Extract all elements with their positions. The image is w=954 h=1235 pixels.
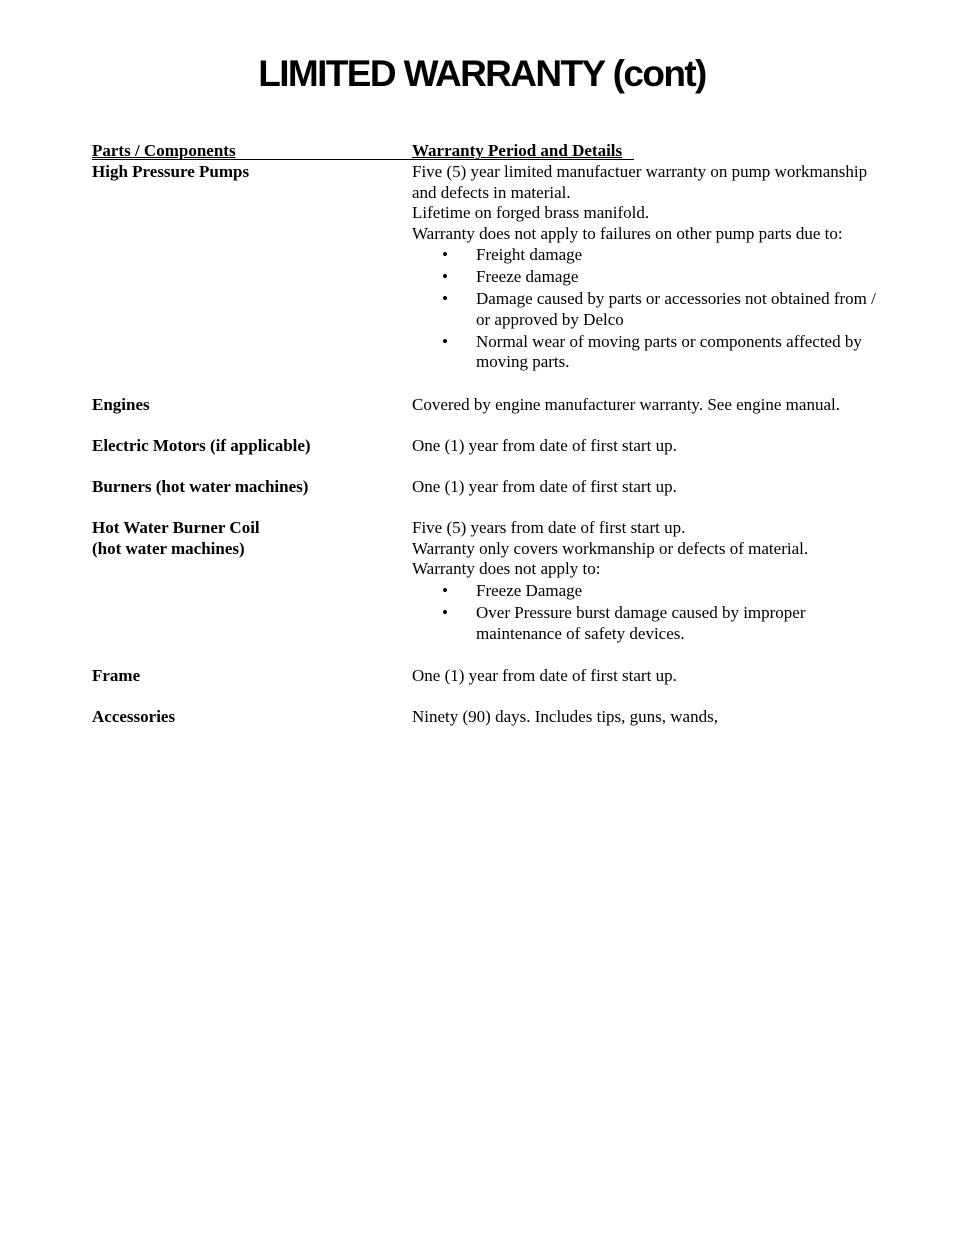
part-name-line: Hot Water Burner Coil [92,518,260,538]
exclusion-item [412,245,882,266]
detail-text: Warranty only covers workmanship or defects of material. [412,538,809,558]
page-title: LIMITED WARRANTY (cont) [258,53,706,94]
detail-text: One (1) year from date of first start up. [412,477,677,497]
part-name [92,707,392,728]
exclusion-item [412,603,882,644]
exclusion-text: Damage caused by parts or accessories not obtained from / or approved by Delco [476,289,876,329]
exclusion-list [412,245,882,372]
part-name [92,162,392,183]
detail-text: Lifetime on forged brass manifold. [412,203,650,223]
warranty-row [92,707,882,728]
exclusion-item [412,332,882,373]
warranty-table [92,141,882,728]
detail-text: Warranty does not apply to failures on other pump parts due to: [412,223,843,243]
part-name-line: (hot water machines) [92,538,245,558]
exclusion-text: Normal wear of moving parts or components affected by moving parts. [476,331,862,372]
detail-text: One (1) year from date of first start up. [412,435,677,455]
row-spacer [92,374,882,395]
part-name [92,436,392,457]
exclusion-text: Freight damage [476,245,583,265]
warranty-row [92,395,882,416]
part-name-line: High Pressure Pumps [92,162,250,181]
detail-text: One (1) year from date of first start up. [412,666,677,686]
row-spacer [92,498,882,519]
part-name-line: Frame [92,666,141,686]
exclusion-list [412,581,882,644]
exclusion-text: Freeze damage [476,267,579,287]
part-name [92,477,392,498]
bullet-icon: • [442,331,448,351]
header-underline [92,159,634,160]
table-header [92,141,882,162]
detail-text: Five (5) year limited manufactuer warranty on pump workmanship and defects in material. [412,162,868,202]
header-warranty-period: Warranty Period and Details [412,141,623,160]
exclusion-text: Over Pressure burst damage caused by improper maintenance of safety devices. [476,602,806,643]
detail-text: Ninety (90) days. Includes tips, guns, wands, [412,707,718,727]
bullet-icon: • [442,581,448,601]
warranty-row [92,477,882,498]
bullet-icon: • [442,289,448,309]
part-name [92,666,392,687]
warranty-rows [92,162,882,728]
warranty-details [412,666,882,687]
exclusion-text: Freeze Damage [476,581,583,601]
row-spacer [92,687,882,708]
warranty-row [92,162,882,373]
warranty-details [412,707,882,728]
warranty-details [412,436,882,457]
warranty-details [412,518,882,644]
bullet-icon: • [442,267,448,287]
part-name-line: Accessories [92,707,176,727]
warranty-row [92,436,882,457]
detail-text: Covered by engine manufacturer warranty. See engine manual. [412,394,840,414]
part-name-line: Engines [92,394,150,414]
detail-text: Warranty does not apply to: [412,559,601,579]
exclusion-item [412,289,882,330]
row-spacer [92,415,882,436]
exclusion-item [412,267,882,288]
part-name [92,518,392,559]
row-spacer [92,457,882,478]
warranty-row [92,518,882,644]
row-spacer [92,645,882,666]
bullet-icon: • [442,245,448,265]
exclusion-item [412,581,882,602]
bullet-icon: • [442,602,448,622]
warranty-details [412,162,882,373]
part-name-line: Burners (hot water machines) [92,477,309,497]
detail-text: Five (5) years from date of first start up. [412,518,686,538]
header-parts-components: Parts / Components [92,141,236,160]
warranty-row [92,666,882,687]
warranty-details [412,477,882,498]
part-name [92,395,392,416]
part-name-line: Electric Motors (if applicable) [92,435,311,455]
warranty-details [412,395,882,416]
